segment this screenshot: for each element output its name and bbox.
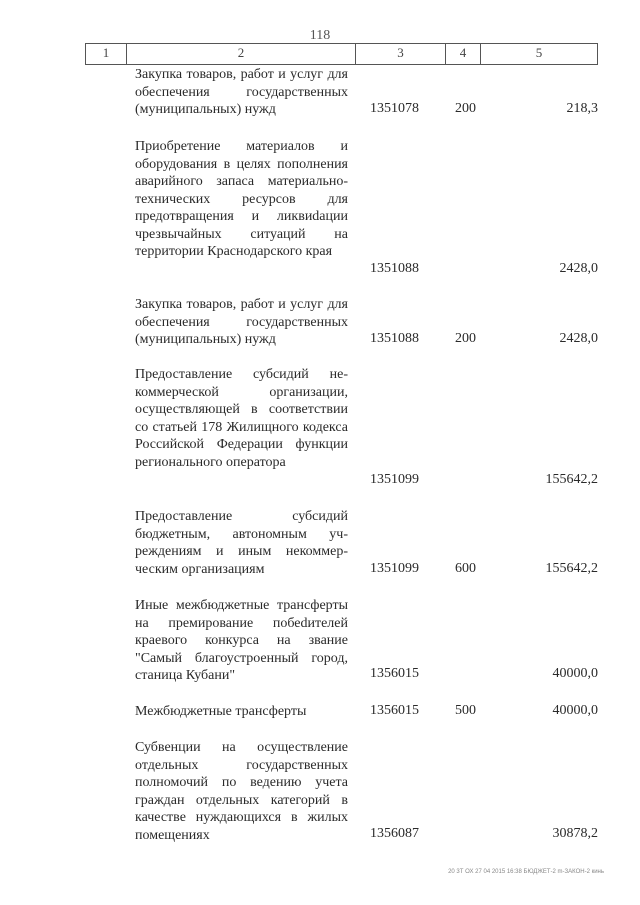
row-amount: 218,3 — [566, 101, 598, 116]
row-amount: 2428,0 — [559, 331, 598, 346]
row-description: Иные межбюджетные трансферты на премирование побеdителей краевого конкурса на звание "Самый благоустроенный город, станица Кубани" — [135, 598, 348, 683]
row-description: Закупка товаров, работ и услуг для обеспечения государственных (муниципальных) нужд — [135, 67, 348, 117]
row-code: 1356015 — [370, 703, 419, 718]
row-code: 1351088 — [370, 261, 419, 276]
row-description: Предоставление субсидий некоммерческой организации, осуществляющей в соответствии со статьей 178 Жилищного кодекса Российской Федерации функции регионального оператора — [135, 367, 348, 470]
header-top-rule — [85, 43, 598, 44]
header-col-1: 1 — [102, 45, 110, 60]
row-code: 1356015 — [370, 666, 419, 681]
row-description: Предоставление субсидий бюджетным, автономным учреждениям и иным некоммерческим организациям — [135, 509, 348, 577]
header-divider — [597, 44, 598, 64]
row-code: 1351078 — [370, 101, 419, 116]
row-expense-type: 200 — [455, 331, 476, 346]
row-description: Закупка товаров, работ и услуг для обеспечения государственных (муниципальных) нужд — [135, 297, 348, 347]
row-amount: 30878,2 — [552, 826, 598, 841]
row-expense-type: 200 — [455, 101, 476, 116]
header-col-4: 4 — [459, 45, 467, 60]
row-amount: 40000,0 — [552, 703, 598, 718]
page-number: 118 — [309, 28, 331, 43]
row-amount: 2428,0 — [559, 261, 598, 276]
row-expense-type: 500 — [455, 703, 476, 718]
header-col-3: 3 — [397, 45, 404, 60]
row-code: 1356087 — [370, 826, 419, 841]
header-bottom-rule — [85, 64, 598, 65]
row-description: Субвенции на осуществление отдельных государственных полномочий по ведению учета граждан отдельных категорий в качестве нуждающихся в жилых помещениях — [135, 740, 348, 843]
row-description: Приобретение материалов и оборудования в целях пополнения аварийного запаса материально-технических ресурсов для предотвращения и ликвиdации чрезвычайных ситуаций на территории Краснодарского края — [135, 139, 348, 259]
header-col-5: 5 — [535, 45, 543, 60]
header-col-2: 2 — [237, 45, 245, 60]
row-amount: 155642,2 — [545, 561, 598, 576]
row-code: 1351088 — [370, 331, 419, 346]
print-footer: 20 3Т ОХ 27 04 2015 16:38 БЮДЖЕТ-2 m-ЗАКОН-2 кинь — [448, 869, 604, 875]
row-description: Межбюджетные трансферты — [135, 704, 307, 719]
row-amount: 40000,0 — [552, 666, 598, 681]
row-code: 1351099 — [370, 561, 419, 576]
row-amount: 155642,2 — [545, 472, 598, 487]
row-expense-type: 600 — [455, 561, 476, 576]
row-code: 1351099 — [370, 472, 419, 487]
